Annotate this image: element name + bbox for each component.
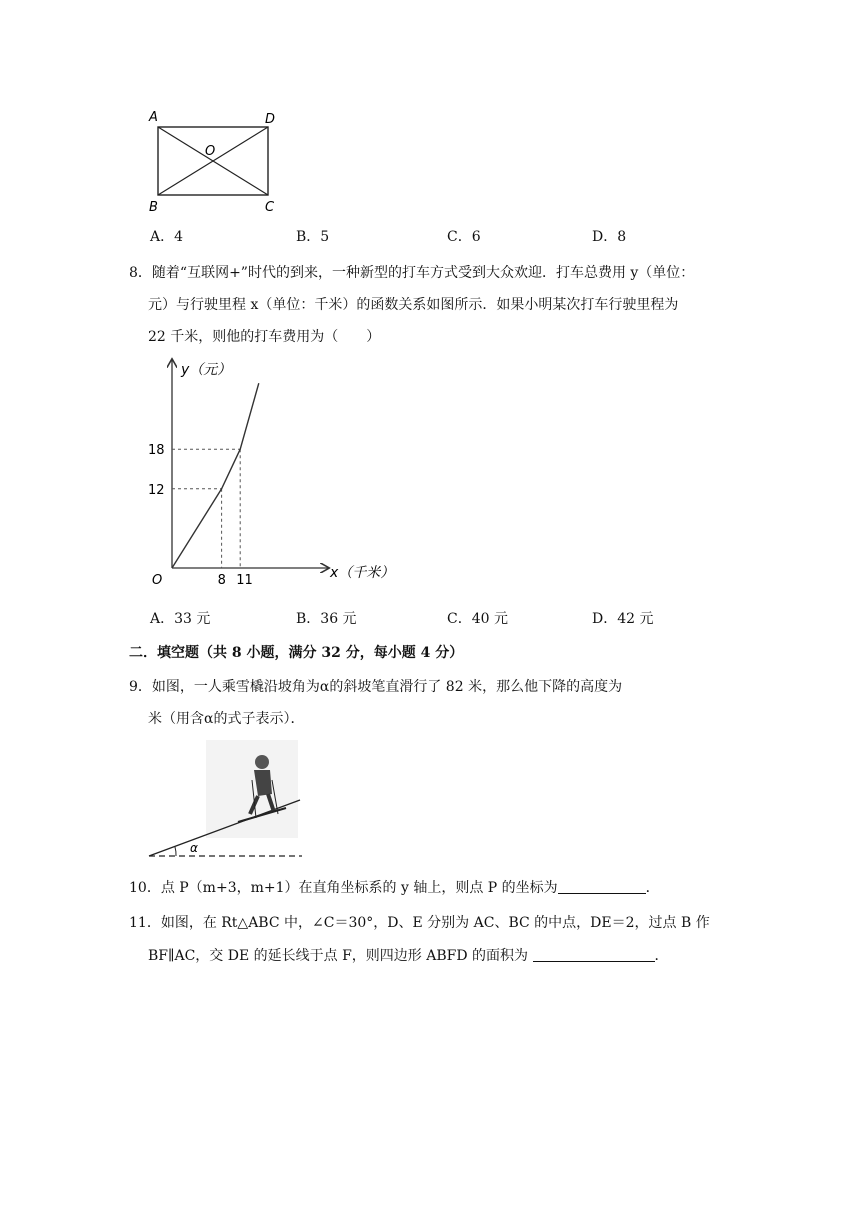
q11-text: BF∥AC，交 DE 的延长线于点 F，则四边形 ABFD 的面积为	[148, 948, 529, 964]
q8-line-1: 8．随着“互联网+”时代的到来，一种新型的打车方式受到大众欢迎．打车总费用 y（单位：	[129, 265, 695, 281]
x-axis-label: x（千米）	[330, 565, 395, 581]
q11-line-2	[148, 945, 669, 965]
q11-line-1: 11．如图，在 Rt△ABC 中，∠C＝30°，D、E 分别为 AC、BC 的中点，DE＝2，过点 B 作	[129, 915, 710, 931]
q9-line-2: 米（用含α的式子表示）．	[148, 711, 305, 727]
fare-chart	[140, 352, 400, 592]
angle-label: α	[190, 841, 198, 855]
q8-line-3: 22 千米，则他的打车费用为（ ）	[148, 329, 381, 345]
q10-text: 10．点 P（m+3，m+1）在直角坐标系的 y 轴上，则点 P 的坐标为	[129, 880, 558, 896]
rectangle-svg	[145, 105, 285, 215]
fare-line	[172, 383, 259, 568]
origin-label: O	[152, 573, 163, 588]
q8-option-c: C．40 元	[447, 611, 508, 627]
q7-option-b: B．5	[296, 229, 330, 245]
y-tick-label: 18	[148, 443, 165, 459]
fare-chart-svg	[140, 352, 400, 592]
y-axis-label: y（元）	[181, 362, 232, 378]
label-d: D	[265, 112, 276, 127]
label-c: C	[265, 200, 275, 215]
q9-line-1: 9．如图，一人乘雪橇沿坡角为α的斜坡笔直滑行了 82 米，那么他下降的高度为	[129, 679, 623, 695]
label-o: O	[205, 144, 216, 159]
q7-option-d: D．8	[592, 229, 627, 245]
q8-option-d: D．42 元	[592, 611, 654, 627]
angle-arc	[175, 847, 176, 856]
label-a: A	[149, 110, 158, 125]
q10-end: ．	[645, 880, 660, 896]
q11-answer-blank[interactable]	[533, 947, 655, 962]
sled-svg	[146, 738, 306, 862]
x-tick-label: 8	[217, 573, 226, 588]
snow-background	[206, 740, 298, 838]
section-2-heading: 二．填空题（共 8 小题，满分 32 分，每小题 4 分）	[129, 645, 464, 661]
sled-figure	[146, 738, 306, 862]
q10-line	[129, 877, 660, 897]
q7-option-c: C．6	[447, 229, 481, 245]
q8-line-2: 元）与行驶里程 x（单位：千米）的函数关系如图所示．如果小明某次打车行驶里程为	[148, 297, 679, 313]
y-tick-label: 12	[148, 482, 165, 498]
q7-option-a: A．4	[150, 229, 184, 245]
x-tick-label: 11	[236, 573, 253, 588]
q10-answer-blank[interactable]	[558, 879, 646, 894]
label-b: B	[149, 200, 158, 215]
q11-end: ．	[654, 948, 669, 964]
q8-option-a: A．33 元	[150, 611, 211, 627]
rectangle-figure	[145, 105, 285, 215]
q8-option-b: B．36 元	[296, 611, 357, 627]
